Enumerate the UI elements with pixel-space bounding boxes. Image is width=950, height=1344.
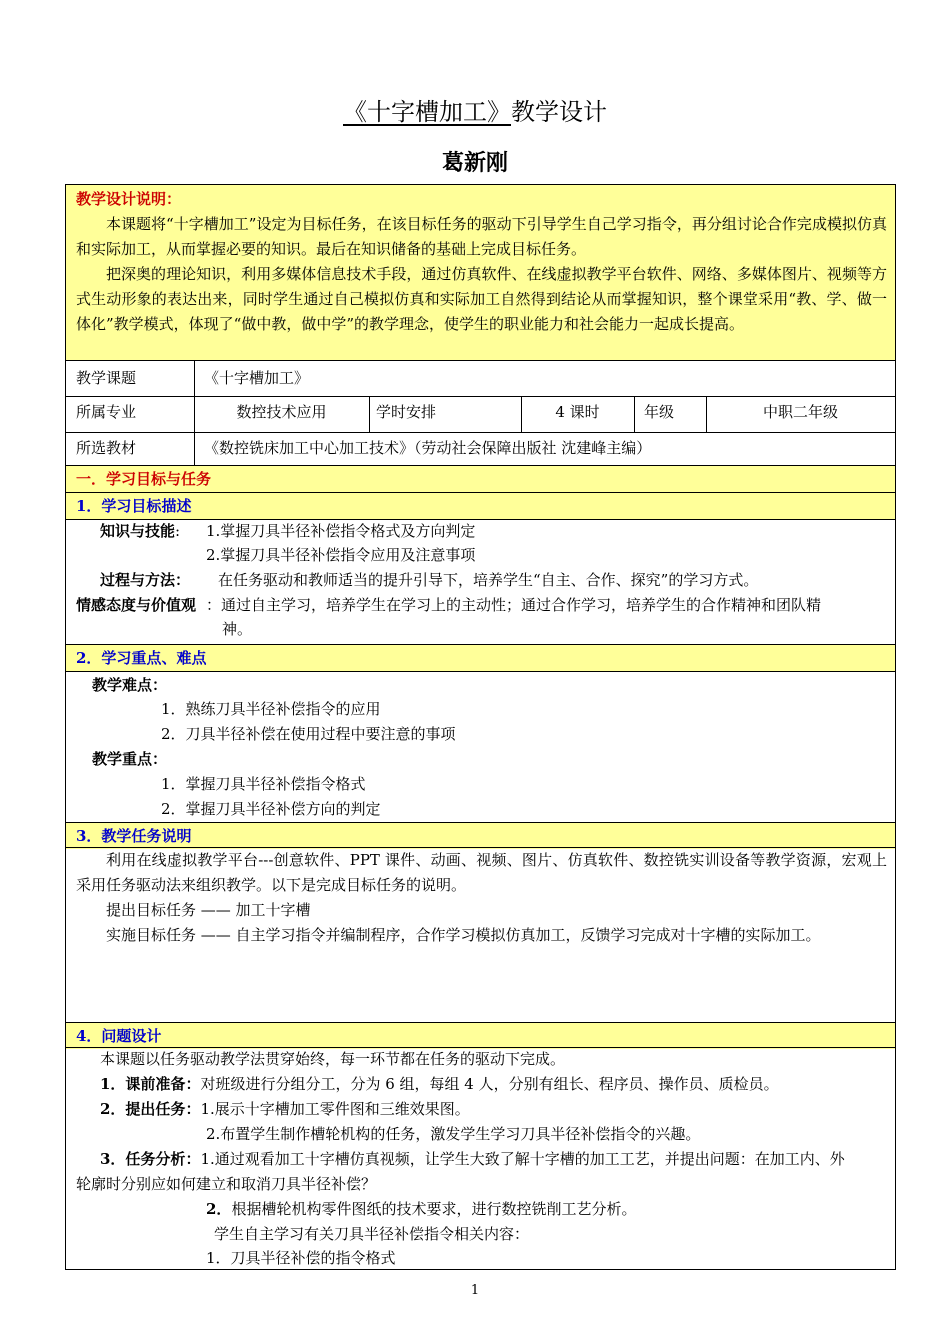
textbook-label: 所选教材 <box>76 439 137 457</box>
title-book-name: 《十字槽加工》 <box>343 98 511 126</box>
design-note-heading: 教学设计说明： <box>76 190 182 208</box>
task-paragraph-3: 实施目标任务 —— 自主学习指令并编制程序，合作学习模拟仿真加工，反馈学习完成对十字槽的实际加工。 <box>106 926 821 944</box>
knowledge-label: 知识与技能: <box>100 522 181 540</box>
topic-value: 《十字槽加工》 <box>204 369 310 387</box>
grade-label: 年级 <box>644 403 675 421</box>
difficult-label: 教学难点： <box>92 676 168 694</box>
key-label: 教学重点： <box>92 750 168 768</box>
title-suffix: 教学设计 <box>511 98 607 126</box>
step-3: 3．任务分析：1.通过观看加工十字槽仿真视频，让学生大致了解十字槽的加工工艺，并提出问题：在加工内、外 <box>100 1150 845 1168</box>
step-2-item-2: 2.布置学生制作槽轮机构的任务，激发学生学习刀具半径补偿指令的兴趣。 <box>206 1125 701 1143</box>
major-value: 数控技术应用 <box>236 403 327 421</box>
subsection-2-heading: 2．学习重点、难点 <box>66 645 895 671</box>
process-text: 在任务驱动和教师适当的提升引导下，培养学生“自主、合作、探究”的学习方式。 <box>218 571 759 589</box>
step-3-line-2: 轮廓时分别应如何建立和取消刀具半径补偿？ <box>76 1175 377 1193</box>
emotion-text-line-1: ：通过自主学习，培养学生在学习上的主动性；通过合作学习，培养学生的合作精神和团队精 <box>206 596 822 614</box>
step-2: 2．提出任务：1.展示十字槽加工零件图和三维效果图。 <box>100 1100 470 1118</box>
hours-value: 4 课时 <box>555 403 600 421</box>
step-3-item-format: 1．刀具半径补偿的指令格式 <box>206 1249 396 1267</box>
grade-value: 中职二年级 <box>762 403 838 421</box>
key-item-2: 2．掌握刀具半径补偿方向的判定 <box>161 800 381 818</box>
key-item-1: 1．掌握刀具半径补偿指令格式 <box>161 775 366 793</box>
emotion-text-line-2: 神。 <box>222 620 253 638</box>
textbook-value: 《数控铣床加工中心加工技术》（劳动社会保障出版社 沈建峰主编） <box>204 439 652 457</box>
topic-label: 教学课题 <box>76 369 137 387</box>
knowledge-item-2: 2.掌握刀具半径补偿指令应用及注意事项 <box>206 546 476 564</box>
design-note-paragraph-2: 把深奥的理论知识，利用多媒体信息技术手段，通过仿真软件、在线虚拟教学平台软件、网络、多媒体图片、视频等方式生动形象的表达出来，同时学生通过自己模拟仿真和实际加工自然得到结论从而掌握知识，整个课堂采用“教、学、做一体化”教学模式，体现了“做中教，做中学”的教学理念，使学生的职业能力和社会能力一起成长提高。 <box>76 265 887 333</box>
knowledge-item-1: 1.掌握刀具半径补偿指令格式及方向判定 <box>206 522 476 540</box>
subsection-3-heading: 3．教学任务说明 <box>66 823 895 849</box>
subsection-4-heading: 4．问题设计 <box>66 1023 895 1049</box>
problem-intro: 本课题以任务驱动教学法贯穿始终，每一环节都在任务的驱动下完成。 <box>100 1050 566 1068</box>
hours-label: 学时安排 <box>376 403 437 421</box>
process-label: 过程与方法： <box>100 571 191 589</box>
emotion-label: 情感态度与价值观 <box>76 596 197 614</box>
difficult-item-2: 2．刀具半径补偿在使用过程中要注意的事项 <box>161 725 456 743</box>
author-name: 葛新刚 <box>441 151 508 176</box>
step-3-self-study: 学生自主学习有关刀具半径补偿指令相关内容： <box>214 1225 530 1243</box>
major-label: 所属专业 <box>76 403 137 421</box>
design-note-paragraph-1: 本课题将“十字槽加工”设定为目标任务，在该目标任务的驱动下引导学生自己学习指令，再分组讨论合作完成模拟仿真和实际加工，从而掌握必要的知识。最后在知识储备的基础上完成目标任务。 <box>76 215 887 258</box>
task-description <box>66 848 895 948</box>
page-number: 1 <box>470 1283 480 1298</box>
lesson-plan-table <box>65 184 896 1270</box>
step-3-item-2: 2．根据槽轮机构零件图纸的技术要求，进行数控铣削工艺分析。 <box>206 1200 637 1218</box>
document-title <box>0 92 950 127</box>
step-1: 1．课前准备：对班级进行分组分工，分为 6 组，每组 4 人，分别有组长、程序员、操作员、质检员。 <box>100 1075 779 1093</box>
design-note-cell <box>66 185 895 360</box>
subsection-1-heading: 1．学习目标描述 <box>66 493 895 519</box>
task-paragraph-1: 利用在线虚拟教学平台---创意软件、PPT 课件、动画、视频、图片、仿真软件、数控铣实训设备等教学资源，宏观上采用任务驱动法来组织教学。以下是完成目标任务的说明。 <box>76 851 887 894</box>
task-paragraph-2: 提出目标任务 —— 加工十字槽 <box>106 901 311 919</box>
difficult-item-1: 1．熟练刀具半径补偿指令的应用 <box>161 700 381 718</box>
section-1-heading: 一．学习目标与任务 <box>66 466 895 492</box>
